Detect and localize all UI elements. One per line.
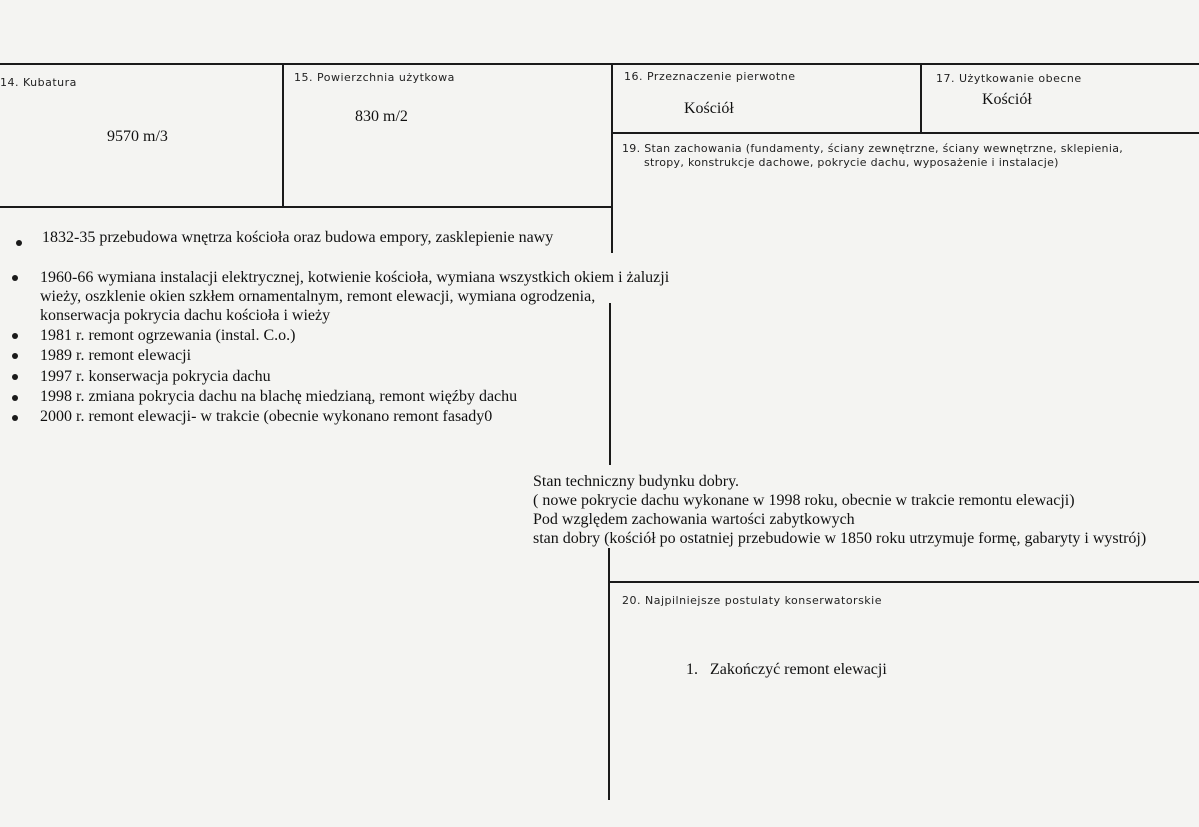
condition-line-4: stan dobry (kościół po ostatniej przebudowie w 1850 roku utrzymuje formę, gabaryty i wystrój) (533, 530, 1147, 547)
col-divider-16-17 (920, 63, 922, 133)
top-rule (0, 63, 1199, 65)
history-item-7: 2000 r. remont elewacji- w trakcie (obecnie wykonano remont fasady0 (40, 408, 493, 425)
history-item-5: 1997 r. konserwacja pokrycia dachu (40, 368, 271, 385)
row2-divider (0, 206, 612, 208)
postulate-number: 1. (686, 661, 698, 678)
field-16-label: 16. Przeznaczenie pierwotne (624, 70, 796, 83)
col-divider-15-16 (611, 63, 613, 253)
bullet-icon (16, 240, 22, 246)
postulate-text: Zakończyć remont elewacji (710, 661, 887, 678)
section20-top-rule (610, 581, 1199, 583)
condition-line-1: Stan techniczny budynku dobry. (533, 473, 740, 490)
field-15-value: 830 m/2 (355, 108, 408, 125)
history-item-2-line2: wieży, oszklenie okien szkłem ornamentalnym, remont elewacji, wymiana ogrodzenia, (40, 288, 596, 305)
history-item-4: 1989 r. remont elewacji (40, 347, 192, 364)
col-divider-14-15 (282, 63, 284, 207)
field-14-value: 9570 m/3 (107, 128, 168, 145)
history-item-3: 1981 r. remont ogrzewania (instal. C.o.) (40, 327, 296, 344)
field-14-label: 14. Kubatura (0, 76, 77, 89)
bullet-icon (12, 333, 18, 339)
bullet-icon (12, 374, 18, 380)
history-item-6: 1998 r. zmiana pokrycia dachu na blachę miedzianą, remont więźby dachu (40, 388, 518, 405)
field-15-label: 15. Powierzchnia użytkowa (294, 71, 455, 84)
bullet-icon (12, 395, 18, 401)
bullet-icon (12, 415, 18, 421)
history-item-2-line1: 1960-66 wymiana instalacji elektrycznej, kotwienie kościoła, wymiana wszystkich okiem i żaluzji (40, 269, 670, 286)
history-item-1: 1832-35 przebudowa wnętrza kościoła oraz budowa empory, zasklepienie nawy (42, 229, 554, 246)
condition-line-3: Pod względem zachowania wartości zabytkowych (533, 511, 855, 528)
bullet-icon (12, 353, 18, 359)
field-20-label: 20. Najpilniejsze postulaty konserwatorskie (622, 594, 883, 607)
field-16-value: Kościół (684, 100, 734, 117)
history-item-2-line3: konserwacja pokrycia dachu kościoła i wieży (40, 307, 331, 324)
col-divider-middle (609, 303, 611, 465)
field-17-value: Kościół (982, 91, 1032, 108)
row1-divider (612, 132, 1199, 134)
col-divider-lower (608, 548, 610, 800)
field-19-label (622, 142, 1182, 170)
field-17-label: 17. Użytkowanie obecne (936, 72, 1082, 85)
bullet-icon (12, 275, 18, 281)
field-19-label-line1: 19. Stan zachowania (fundamenty, ściany zewnętrzne, ściany wewnętrzne, sklepienia, (622, 142, 1124, 155)
condition-line-2: ( nowe pokrycie dachu wykonane w 1998 roku, obecnie w trakcie remontu elewacji) (533, 492, 1075, 509)
field-19-label-line2: stropy, konstrukcje dachowe, pokrycie dachu, wyposażenie i instalacje) (644, 156, 1059, 169)
